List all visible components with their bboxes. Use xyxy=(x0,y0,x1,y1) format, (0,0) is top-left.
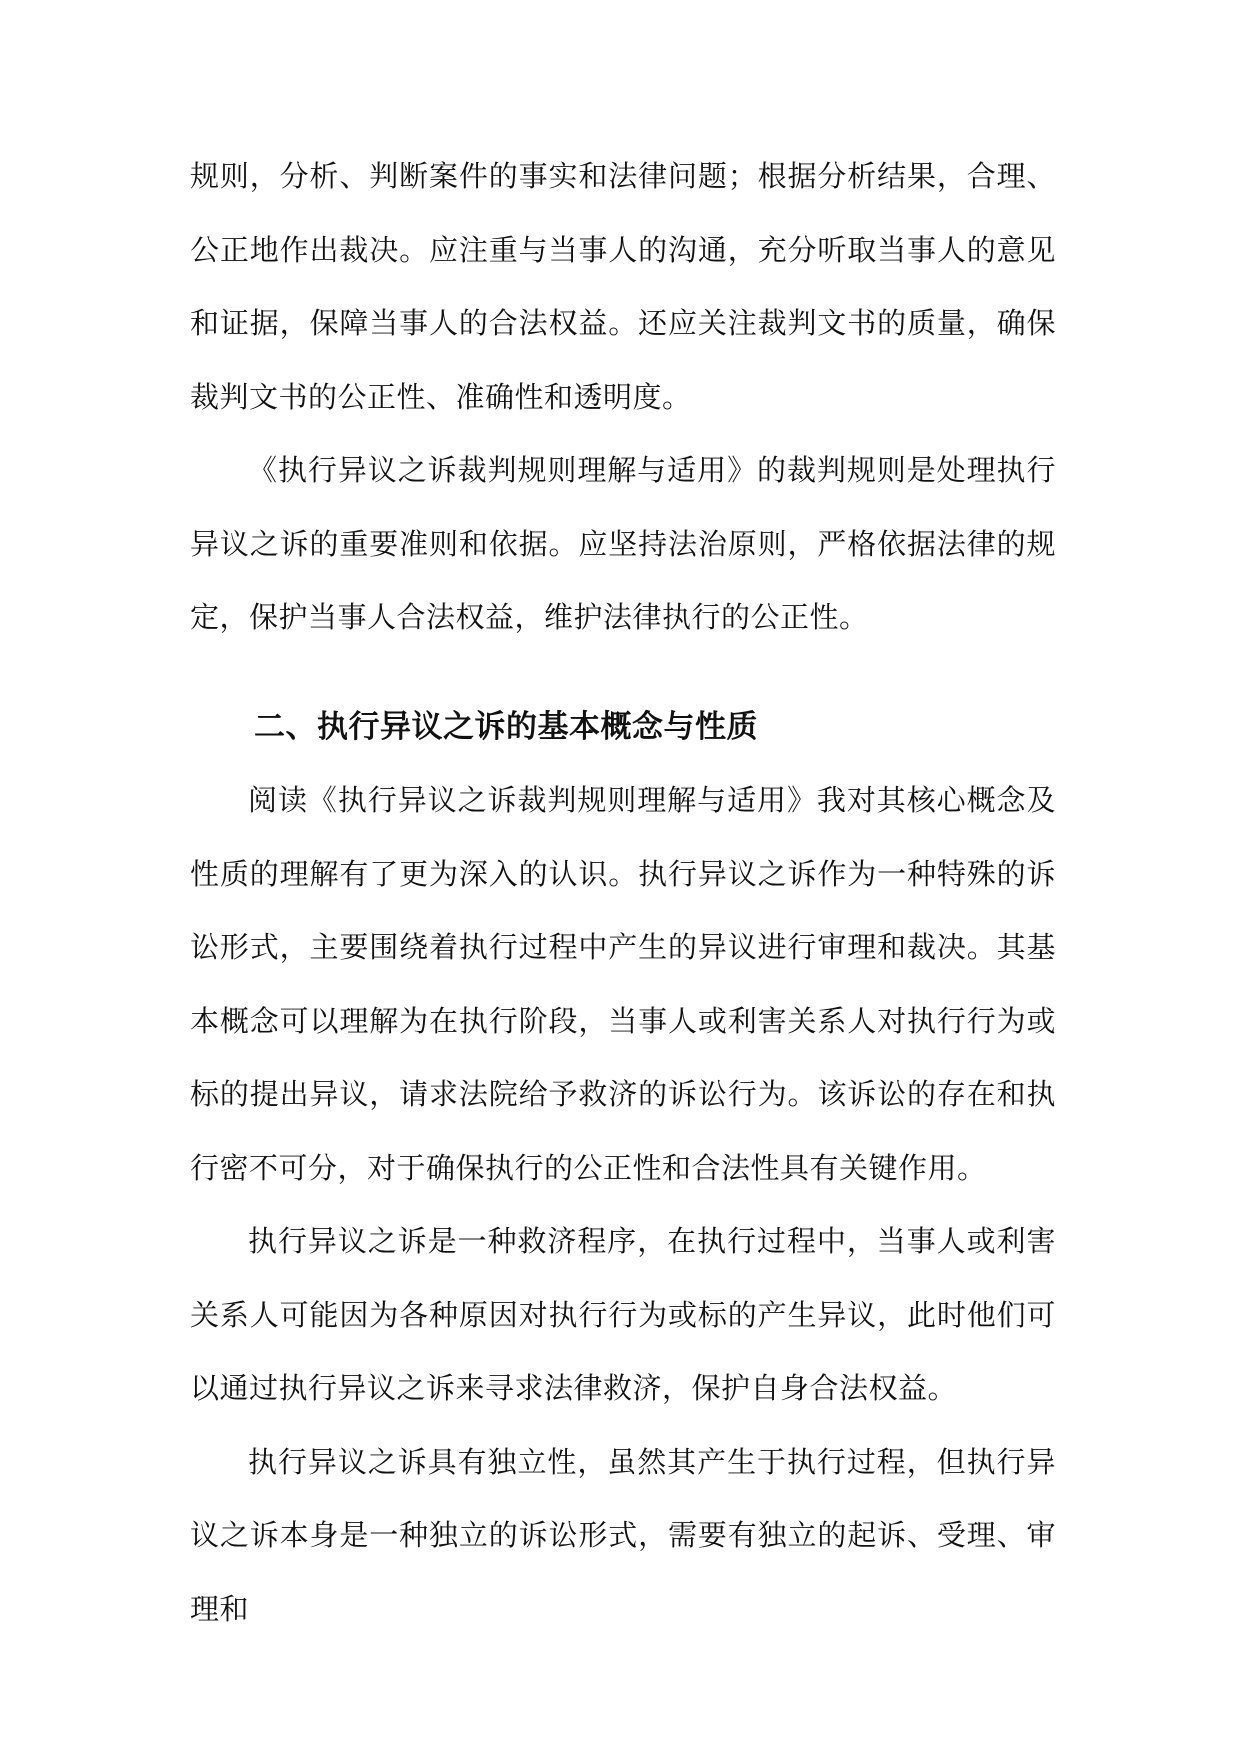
paragraph-judgment-rules: 《执行异议之诉裁判规则理解与适用》的裁判规则是处理执行异议之诉的重要准则和依据。应坚持法治原则，严格依据法律的规定，保护当事人合法权益，维护法律执行的公正性。 xyxy=(190,453,1056,634)
paragraph-remedy-procedure: 执行异议之诉是一种救济程序，在执行过程中，当事人或利害关系人可能因为各种原因对执行行为或标的产生异议，此时他们可以通过执行异议之诉来寻求法律救济，保护自身合法权益。 xyxy=(190,1224,1056,1405)
document-body xyxy=(190,140,1056,1646)
paragraph-independence: 执行异议之诉具有独立性，虽然其产生于执行过程，但执行异议之诉本身是一种独立的诉讼形式，需要有独立的起诉、受理、审理和 xyxy=(190,1444,1056,1626)
section-heading: 二、执行异议之诉的基本概念与性质 xyxy=(254,708,758,745)
paragraph-core-concept: 阅读《执行异议之诉裁判规则理解与适用》我对其核心概念及性质的理解有了更为深入的认识。执行异议之诉作为一种特殊的诉讼形式，主要围绕着执行过程中产生的异议进行审理和裁决。其基本概念可以理解为在执行阶段，当事人或利害关系人对执行行为或标的提出异议，请求法院给予救济的诉讼行为。该诉讼的存在和执行密不可分，对于确保执行的公正性和合法性具有关键作用。 xyxy=(190,783,1056,1185)
paragraph-continuation: 规则，分析、判断案件的事实和法律问题；根据分析结果，合理、公正地作出裁决。应注重与当事人的沟通，充分听取当事人的意见和证据，保障当事人的合法权益。还应关注裁判文书的质量，确保裁判文书的公正性、准确性和透明度。 xyxy=(190,159,1056,414)
